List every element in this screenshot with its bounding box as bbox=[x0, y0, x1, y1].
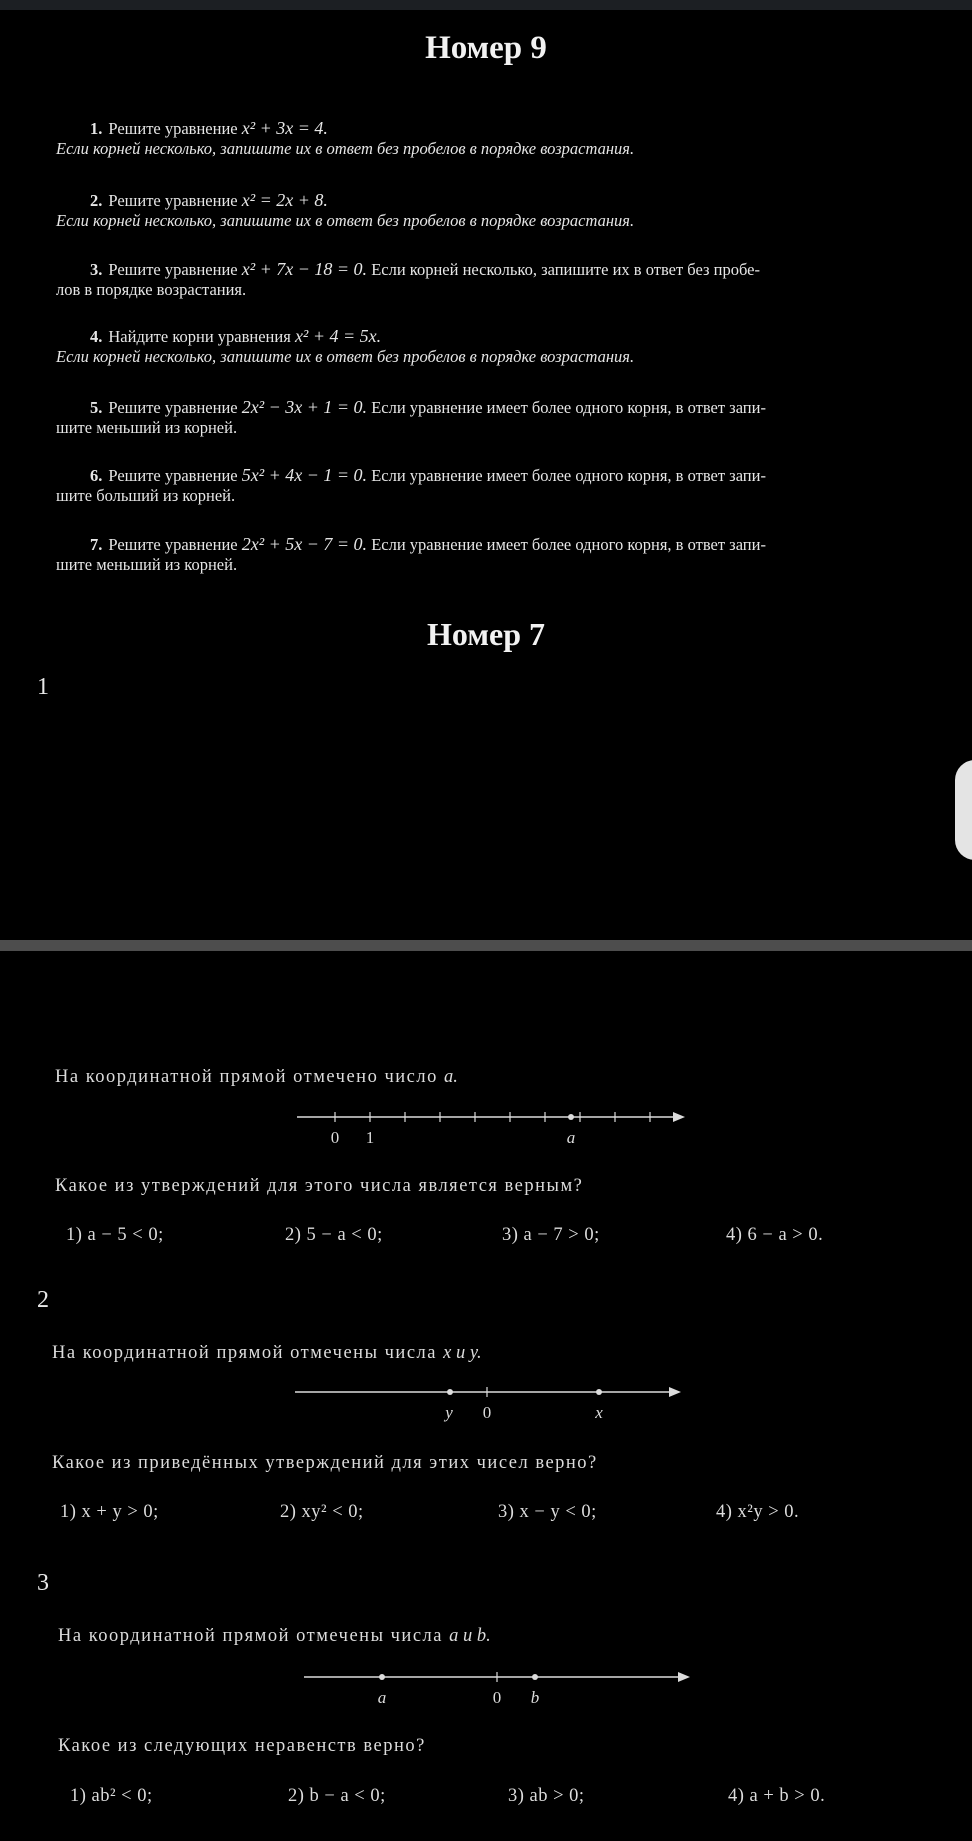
section-7-title: Номер 7 bbox=[426, 616, 546, 652]
problem-4 bbox=[56, 326, 926, 367]
task-2-option-3: 3) x − y < 0; bbox=[498, 1502, 597, 1522]
task-prompt-var: a. bbox=[443, 1067, 458, 1087]
problem-number: 2. bbox=[90, 191, 103, 210]
task-1-option-2: 2) 5 − a < 0; bbox=[285, 1225, 383, 1245]
point-a bbox=[568, 1114, 574, 1120]
problem-equation: 2x² + 5x − 7 = 0. bbox=[241, 534, 368, 554]
task-3-number: 3 bbox=[37, 1570, 49, 1596]
problem-number: 7. bbox=[90, 535, 103, 554]
problem-equation: x² + 7x − 18 = 0. bbox=[241, 259, 368, 279]
task-1-number: 1 bbox=[37, 674, 49, 700]
problem-equation: x² = 2x + 8. bbox=[241, 190, 328, 210]
task-1-question: Какое из утверждений для этого числа является верным? bbox=[55, 1176, 584, 1196]
problem-equation: x² + 3x = 4. bbox=[241, 118, 328, 138]
task-2-option-2: 2) xy² < 0; bbox=[280, 1502, 364, 1522]
task-3-option-1: 1) ab² < 0; bbox=[70, 1786, 153, 1806]
problem-note: Если корней несколько, запишите их в ответ без пробелов в порядке возрастания. bbox=[56, 139, 635, 158]
task-1-option-4: 4) 6 − a > 0. bbox=[726, 1225, 824, 1245]
axis-arrow bbox=[673, 1112, 685, 1122]
task-prompt-var: a и b. bbox=[449, 1626, 491, 1646]
problem-equation: x² + 4 = 5x. bbox=[294, 326, 382, 346]
problem-number: 4. bbox=[90, 327, 103, 346]
axis-arrow bbox=[669, 1387, 681, 1397]
problem-continuation: шите меньший из корней. bbox=[56, 418, 238, 437]
task-1-option-3: 3) a − 7 > 0; bbox=[502, 1225, 600, 1245]
problem-5 bbox=[56, 397, 926, 438]
problem-equation: 2x² − 3x + 1 = 0. bbox=[241, 397, 368, 417]
problem-2 bbox=[56, 190, 926, 231]
problem-text: Найдите корни уравнения bbox=[108, 327, 291, 346]
number-line-3 bbox=[302, 1665, 702, 1715]
problem-text: Решите уравнение bbox=[108, 260, 238, 279]
task-2-prompt bbox=[52, 1343, 482, 1364]
task-prompt-text: На координатной прямой отмечены числа bbox=[52, 1343, 437, 1363]
problem-tail: Если корней несколько, запишите их в ответ без пробе- bbox=[371, 260, 760, 279]
problem-continuation: лов в порядке возрастания. bbox=[56, 280, 247, 299]
axis-arrow bbox=[678, 1672, 690, 1682]
section-9-title: Номер 9 bbox=[425, 30, 547, 66]
label-y: y bbox=[445, 1403, 453, 1422]
problem-text: Решите уравнение bbox=[108, 191, 238, 210]
page-divider bbox=[0, 940, 972, 951]
problem-text: Решите уравнение bbox=[108, 398, 238, 417]
problem-number: 3. bbox=[90, 260, 103, 279]
problem-number: 5. bbox=[90, 398, 103, 417]
label-zero: 0 bbox=[492, 1688, 502, 1707]
scroll-handle[interactable] bbox=[955, 760, 972, 860]
task-3-option-4: 4) a + b > 0. bbox=[728, 1786, 826, 1806]
task-prompt-var: x и y. bbox=[443, 1343, 482, 1363]
task-prompt-text: На координатной прямой отмечено число bbox=[55, 1067, 438, 1087]
problem-continuation: шите меньший из корней. bbox=[56, 555, 238, 574]
problem-text: Решите уравнение bbox=[108, 466, 238, 485]
problem-number: 6. bbox=[90, 466, 103, 485]
number-line-1 bbox=[295, 1105, 695, 1155]
problem-3 bbox=[56, 259, 926, 300]
point-a bbox=[379, 1674, 385, 1680]
label-x: x bbox=[595, 1403, 603, 1422]
label-zero: 0 bbox=[482, 1403, 492, 1422]
top-status-strip bbox=[0, 0, 972, 10]
problem-continuation: шите больший из корней. bbox=[56, 486, 236, 505]
task-1-prompt bbox=[55, 1067, 458, 1088]
label-a: a bbox=[566, 1128, 576, 1147]
point-b bbox=[532, 1674, 538, 1680]
problem-6 bbox=[56, 465, 926, 506]
problem-tail: Если уравнение имеет более одного корня, в ответ запи- bbox=[371, 466, 766, 485]
task-3-option-2: 2) b − a < 0; bbox=[288, 1786, 386, 1806]
problem-7 bbox=[56, 534, 926, 575]
problem-tail: Если уравнение имеет более одного корня, в ответ запи- bbox=[371, 398, 766, 417]
number-line-2 bbox=[293, 1380, 693, 1430]
task-prompt-text: На координатной прямой отмечены числа bbox=[58, 1626, 443, 1646]
problem-1 bbox=[56, 118, 926, 159]
point-x bbox=[596, 1389, 602, 1395]
task-2-question: Какое из приведённых утверждений для этих чисел верно? bbox=[52, 1453, 598, 1473]
task-1-option-1: 1) a − 5 < 0; bbox=[66, 1225, 164, 1245]
label-zero: 0 bbox=[330, 1128, 340, 1147]
problem-note: Если корней несколько, запишите их в ответ без пробелов в порядке возрастания. bbox=[56, 211, 635, 230]
point-y bbox=[447, 1389, 453, 1395]
problem-text: Решите уравнение bbox=[108, 535, 238, 554]
problem-text: Решите уравнение bbox=[108, 119, 238, 138]
task-3-question: Какое из следующих неравенств верно? bbox=[58, 1736, 426, 1756]
problem-equation: 5x² + 4x − 1 = 0. bbox=[241, 465, 368, 485]
problem-tail: Если уравнение имеет более одного корня, в ответ запи- bbox=[371, 535, 766, 554]
task-2-number: 2 bbox=[37, 1287, 49, 1313]
task-2-option-4: 4) x²y > 0. bbox=[716, 1502, 800, 1522]
task-3-prompt bbox=[58, 1626, 491, 1647]
problem-number: 1. bbox=[90, 119, 103, 138]
task-3-option-3: 3) ab > 0; bbox=[508, 1786, 585, 1806]
label-a: a bbox=[377, 1688, 387, 1707]
problem-note: Если корней несколько, запишите их в ответ без пробелов в порядке возрастания. bbox=[56, 347, 635, 366]
task-2-option-1: 1) x + y > 0; bbox=[60, 1502, 159, 1522]
label-b: b bbox=[530, 1688, 540, 1707]
label-one: 1 bbox=[365, 1128, 375, 1147]
